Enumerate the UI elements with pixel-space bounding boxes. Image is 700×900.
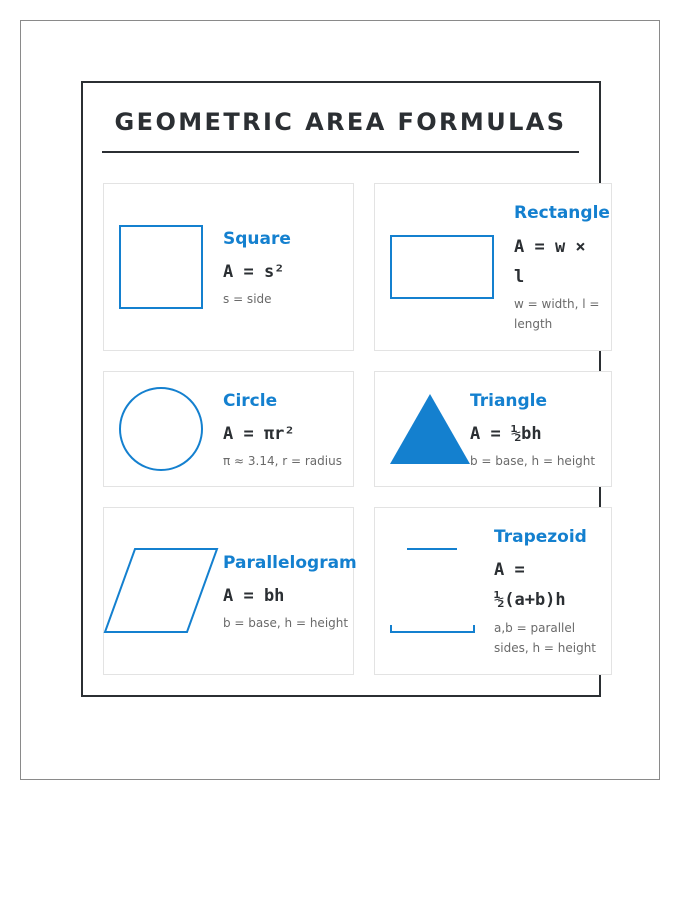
trapezoid-outline-icon [389,546,477,636]
parallelogram-note: b = base, h = height [223,616,349,630]
triangle-name: Triangle [470,391,548,411]
trapezoid-note: a,b = parallel sides, h = height [494,621,597,655]
triangle-note: b = base, h = height [470,454,596,468]
parallelogram-name: Parallelogram [223,553,357,573]
trapezoid-name: Trapezoid [494,527,587,547]
triangle-formula: A = ½bh [470,424,542,444]
square-formula: A = s² [223,262,285,282]
triangle-filled-icon [389,393,471,465]
rectangle-note: w = width, l = length [514,297,600,331]
parallelogram-formula: A = bh [223,586,285,606]
trapezoid-formula: A = ½(a+b)h [494,560,566,610]
square-name: Square [223,229,291,249]
title-divider [102,151,579,153]
rectangle-outline-icon [389,234,495,300]
circle-formula: A = πr² [223,424,295,444]
circle-name: Circle [223,391,278,411]
square-outline-icon [118,224,204,310]
rectangle-formula: A = w × l [514,237,586,287]
page-title: GEOMETRIC AREA FORMULAS [114,108,567,136]
circle-outline-icon [118,386,204,472]
parallelogram-outline-icon [103,547,221,635]
circle-note: π ≈ 3.14, r = radius [223,454,342,468]
square-note: s = side [223,292,272,306]
rectangle-name: Rectangle [514,203,610,223]
